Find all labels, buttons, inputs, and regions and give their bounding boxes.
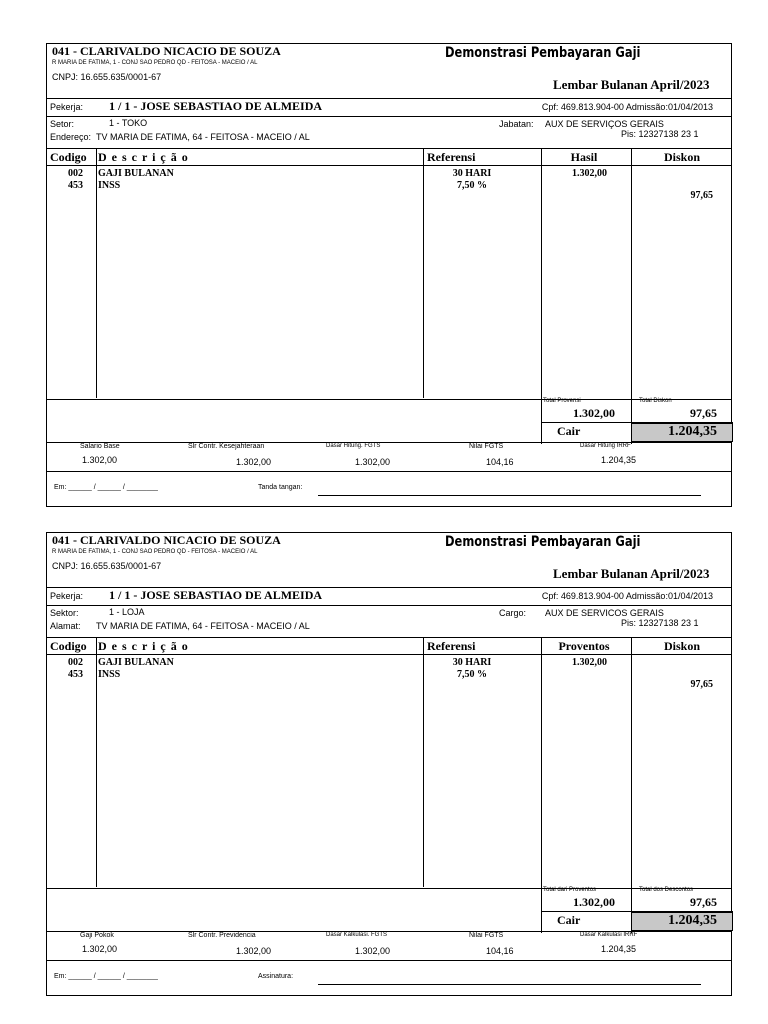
fgts-amount-label: Nilai FGTS — [469, 443, 504, 450]
total-deductions-label: Total dos Descontos — [639, 887, 694, 893]
fgts-base-value: 1.302,00 — [355, 457, 391, 467]
irrf-base-label: Dasar Hitung IRRF — [580, 443, 631, 449]
irrf-base-value: 1.204,35 — [601, 944, 637, 954]
fgts-amount-value: 104,16 — [486, 457, 514, 467]
column-header-earnings: Proventos — [558, 639, 610, 653]
column-divider — [96, 148, 97, 398]
company-name: 041 - CLARIVALDO NICACIO DE SOUZA — [52, 533, 281, 547]
contribution-salary-value: 1.302,00 — [236, 457, 272, 467]
column-header-code: Codigo — [50, 639, 87, 653]
sector-value: 1 - LOJA — [109, 607, 145, 617]
signature-label: Tanda tangan: — [258, 484, 303, 491]
item-reference: 30 HARI — [452, 168, 492, 179]
column-divider — [423, 637, 424, 887]
contribution-salary-value: 1.302,00 — [236, 946, 272, 956]
divider — [47, 471, 731, 472]
signature-line — [318, 984, 701, 985]
divider — [47, 399, 731, 400]
total-earnings-value: 1.302,00 — [573, 406, 615, 420]
column-header-deductions: Diskon — [663, 150, 701, 164]
company-address: R MARIA DE FATIMA, 1 - CONJ SAO PEDRO QD - FEITOSA - MACEIO / AL — [52, 549, 258, 555]
fgts-amount-value: 104,16 — [486, 946, 514, 956]
job-label: Jabatan: — [499, 119, 534, 129]
contribution-salary-label: Slr Contr. Kesejahteraan — [188, 443, 265, 450]
worker-label: Pekerja: — [50, 102, 84, 112]
item-description: GAJI BULANAN — [98, 168, 174, 179]
base-salary-value: 1.302,00 — [82, 944, 118, 954]
divider — [47, 888, 731, 889]
job-label: Cargo: — [499, 608, 527, 618]
address-label: Alamat: — [50, 621, 81, 631]
item-deductions: 97,65 — [690, 679, 713, 690]
worker-name: 1 / 1 - JOSE SEBASTIAO DE ALMEIDA — [109, 99, 323, 113]
sector-value: 1 - TOKO — [109, 118, 148, 128]
column-header-deductions: Diskon — [663, 639, 701, 653]
column-header-reference: Referensi — [427, 639, 476, 653]
fgts-amount-label: Nilai FGTS — [469, 932, 504, 939]
payslip-2 — [46, 532, 732, 996]
company-address: R MARIA DE FATIMA, 1 - CONJ SAO PEDRO QD - FEITOSA - MACEIO / AL — [52, 60, 258, 66]
total-deductions-value: 97,65 — [690, 406, 717, 420]
base-salary-label: Salario Base — [80, 443, 120, 450]
date-field: Em: ______ / ______ / ________ — [54, 484, 158, 491]
total-earnings-value: 1.302,00 — [573, 895, 615, 909]
signature-line — [318, 495, 701, 496]
total-earnings-label: Total dari Proventos — [543, 887, 597, 893]
address-value: TV MARIA DE FATIMA, 64 - FEITOSA - MACEIO / AL — [96, 132, 310, 142]
irrf-base-value: 1.204,35 — [601, 455, 637, 465]
document-title: Demonstrasi Pembayaran Gaji — [445, 534, 641, 550]
item-reference: 7,50 % — [457, 180, 487, 191]
cpf-admission: Cpf: 469.813.904-00 Admissão:01/04/2013 — [541, 102, 713, 112]
document-period: Lembar Bulanan April/2023 — [553, 566, 710, 581]
item-deductions: 97,65 — [690, 190, 713, 201]
payslip-1 — [46, 43, 732, 507]
worker-label: Pekerja: — [50, 591, 84, 601]
net-pay-label: Cair — [557, 913, 581, 927]
item-description: INSS — [98, 180, 121, 191]
net-pay-label: Cair — [557, 424, 581, 438]
divider — [47, 165, 731, 166]
worker-name: 1 / 1 - JOSE SEBASTIAO DE ALMEIDA — [109, 588, 323, 602]
item-earnings: 1.302,00 — [572, 657, 607, 668]
fgts-base-value: 1.302,00 — [355, 946, 391, 956]
sector-label: Sektor: — [50, 608, 79, 618]
net-pay-value: 1.204,35 — [668, 913, 717, 928]
company-cnpj: CNPJ: 16.655.635/0001-67 — [52, 72, 162, 82]
item-code: 453 — [68, 669, 83, 680]
column-header-description: D e s c r i ç ã o — [98, 150, 189, 164]
item-code: 002 — [68, 168, 83, 179]
irrf-base-label: Dasar Kalkulasi IRRF — [580, 932, 638, 938]
company-name: 041 - CLARIVALDO NICACIO DE SOUZA — [52, 44, 281, 58]
total-deductions-label: Total Diskon — [639, 398, 672, 404]
signature-label: Assinatura: — [258, 973, 294, 980]
pis-number: Pis: 12327138 23 1 — [621, 129, 699, 139]
sector-label: Setor: — [50, 119, 75, 129]
base-salary-label: Gaji Pokok — [80, 932, 114, 939]
total-earnings-label: Total Provensi — [543, 398, 581, 404]
divider — [47, 148, 731, 149]
document-title: Demonstrasi Pembayaran Gaji — [445, 45, 641, 61]
fgts-base-label: Dasar Hitung. FGTS — [326, 443, 381, 449]
column-header-description: D e s c r i ç ã o — [98, 639, 189, 653]
base-salary-value: 1.302,00 — [82, 455, 118, 465]
column-header-earnings: Hasil — [570, 150, 598, 164]
item-reference: 30 HARI — [452, 657, 492, 668]
job-title: AUX DE SERVIÇOS GERAIS — [545, 119, 664, 129]
divider — [47, 654, 731, 655]
column-header-reference: Referensi — [427, 150, 476, 164]
item-description: INSS — [98, 669, 121, 680]
fgts-base-label: Dasar Kalkulasi. FGTS — [326, 932, 388, 938]
date-field: Em: ______ / ______ / ________ — [54, 973, 158, 980]
divider — [47, 116, 731, 117]
item-code: 002 — [68, 657, 83, 668]
column-header-code: Codigo — [50, 150, 87, 164]
contribution-salary-label: Slr Contr. Previdencia — [188, 932, 256, 939]
total-deductions-value: 97,65 — [690, 895, 717, 909]
column-divider — [423, 148, 424, 398]
address-value: TV MARIA DE FATIMA, 64 - FEITOSA - MACEIO / AL — [96, 621, 310, 631]
address-label: Endereço: — [50, 132, 92, 142]
company-cnpj: CNPJ: 16.655.635/0001-67 — [52, 561, 162, 571]
divider — [47, 605, 731, 606]
document-period: Lembar Bulanan April/2023 — [553, 77, 710, 92]
net-pay-value: 1.204,35 — [668, 424, 717, 439]
column-divider — [96, 637, 97, 887]
item-earnings: 1.302,00 — [572, 168, 607, 179]
item-code: 453 — [68, 180, 83, 191]
job-title: AUX DE SERVICOS GERAIS — [545, 608, 664, 618]
pis-number: Pis: 12327138 23 1 — [621, 618, 699, 628]
item-description: GAJI BULANAN — [98, 657, 174, 668]
item-reference: 7,50 % — [457, 669, 487, 680]
divider — [47, 960, 731, 961]
cpf-admission: Cpf: 469.813.904-00 Admissão:01/04/2013 — [541, 591, 713, 601]
divider — [47, 637, 731, 638]
